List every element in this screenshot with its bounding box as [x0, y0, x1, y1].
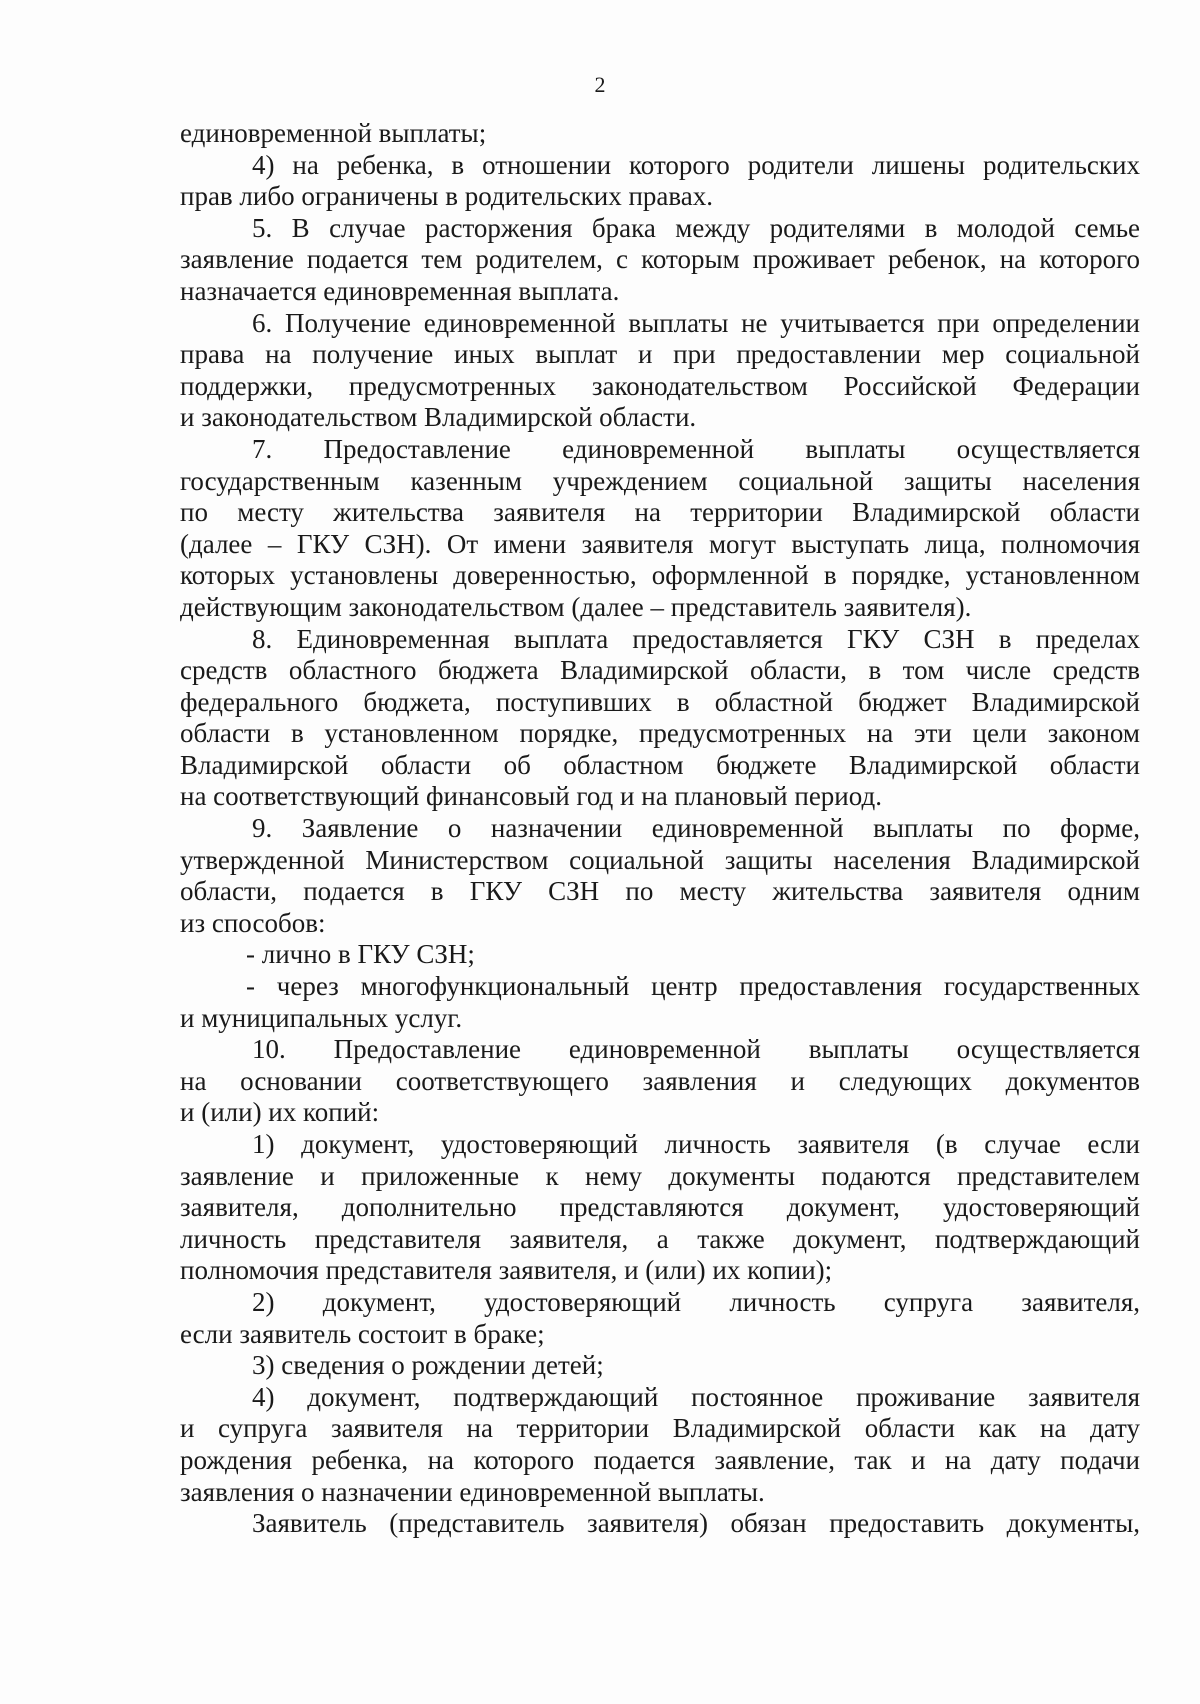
paragraph-start-line: 8. Единовременная выплата предоставляется ГКУ СЗН в пределах: [252, 623, 1140, 654]
paragraph-start-line: 9. Заявление о назначении единовременной выплаты по форме,: [252, 813, 1140, 844]
text-line: на основании соответствующего заявления и следующих документов: [180, 1065, 1140, 1096]
text-line: назначается единовременная выплата.: [180, 275, 620, 306]
text-line: области в установленном порядке, предусмотренных на эти цели законом: [180, 718, 1140, 749]
text-line: заявление и приложенные к нему документы подаются представителем: [180, 1160, 1140, 1191]
text-line: государственным казенным учреждением социальной защиты населения: [180, 465, 1140, 496]
text-line: и законодательством Владимирской области.: [180, 402, 697, 433]
paragraph-start-line: Заявитель (представитель заявителя) обязан предоставить документы,: [252, 1508, 1140, 1539]
paragraph-start-line: 4) на ребенка, в отношении которого родители лишены родительских: [252, 149, 1140, 180]
text-line: и (или) их копий:: [180, 1097, 380, 1128]
text-line: из способов:: [180, 907, 326, 938]
text-line: которых установлены доверенностью, оформленной в порядке, установленном: [180, 560, 1140, 591]
text-line: заявления о назначении единовременной выплаты.: [180, 1476, 765, 1507]
paragraph-start-line: 4) документ, подтверждающий постоянное проживание заявителя: [252, 1381, 1140, 1412]
paragraph-start-line: 1) документ, удостоверяющий личность заявителя (в случае если: [252, 1129, 1140, 1159]
paragraph-start-line: 3) сведения о рождении детей;: [252, 1350, 604, 1381]
text-line: прав либо ограничены в родительских правах.: [180, 181, 714, 212]
text-line: Владимирской области об областном бюджете Владимирской области: [180, 749, 1140, 780]
text-line: заявителя, дополнительно представляются документ, удостоверяющий: [180, 1192, 1140, 1223]
text-line: действующим законодательством (далее – представитель заявителя).: [180, 591, 972, 622]
text-line: и муниципальных услуг.: [180, 1002, 463, 1033]
paragraph-start-line: 7. Предоставление единовременной выплаты осуществляется: [252, 433, 1140, 464]
text-line: рождения ребенка, на которого подается заявление, так и на дату подачи: [180, 1444, 1140, 1475]
text-line: если заявитель состоит в браке;: [180, 1318, 545, 1349]
text-line: права на получение иных выплат и при предоставлении мер социальной: [180, 339, 1140, 370]
text-line: на соответствующий финансовый год и на плановый период.: [180, 781, 882, 812]
paragraph-start-line: 6. Получение единовременной выплаты не учитывается при определении: [252, 307, 1140, 338]
paragraph-start-line: 2) документ, удостоверяющий личность супруга заявителя,: [252, 1286, 1140, 1317]
list-item-line: - лично в ГКУ СЗН;: [246, 939, 475, 970]
text-line: федерального бюджета, поступивших в областной бюджет Владимирской: [180, 686, 1140, 717]
text-line: заявление подается тем родителем, с которым проживает ребенок, на которого: [180, 244, 1140, 275]
text-line: единовременной выплаты;: [180, 118, 487, 148]
text-line: личность представителя заявителя, а также документ, подтверждающий: [180, 1223, 1140, 1254]
text-line: (далее – ГКУ СЗН). От имени заявителя могут выступать лица, полномочия: [180, 528, 1140, 559]
paragraph-start-line: 10. Предоставление единовременной выплаты осуществляется: [252, 1034, 1140, 1065]
document-body: [180, 118, 1140, 1540]
text-line: по месту жительства заявителя на территории Владимирской области: [180, 497, 1140, 528]
text-line: утвержденной Министерством социальной защиты населения Владимирской: [180, 844, 1140, 875]
text-line: средств областного бюджета Владимирской области, в том числе средств: [180, 655, 1140, 686]
page-number: 2: [594, 72, 606, 97]
text-line: полномочия представителя заявителя, и (или) их копии);: [180, 1255, 833, 1286]
list-item-line: - через многофункциональный центр предоставления государственных: [246, 971, 1140, 1002]
text-line: области, подается в ГКУ СЗН по месту жительства заявителя одним: [180, 876, 1140, 907]
paragraph-start-line: 5. В случае расторжения брака между родителями в молодой семье: [252, 212, 1140, 243]
text-line: и супруга заявителя на территории Владимирской области как на дату: [180, 1413, 1140, 1444]
text-line: поддержки, предусмотренных законодательством Российской Федерации: [180, 370, 1140, 401]
